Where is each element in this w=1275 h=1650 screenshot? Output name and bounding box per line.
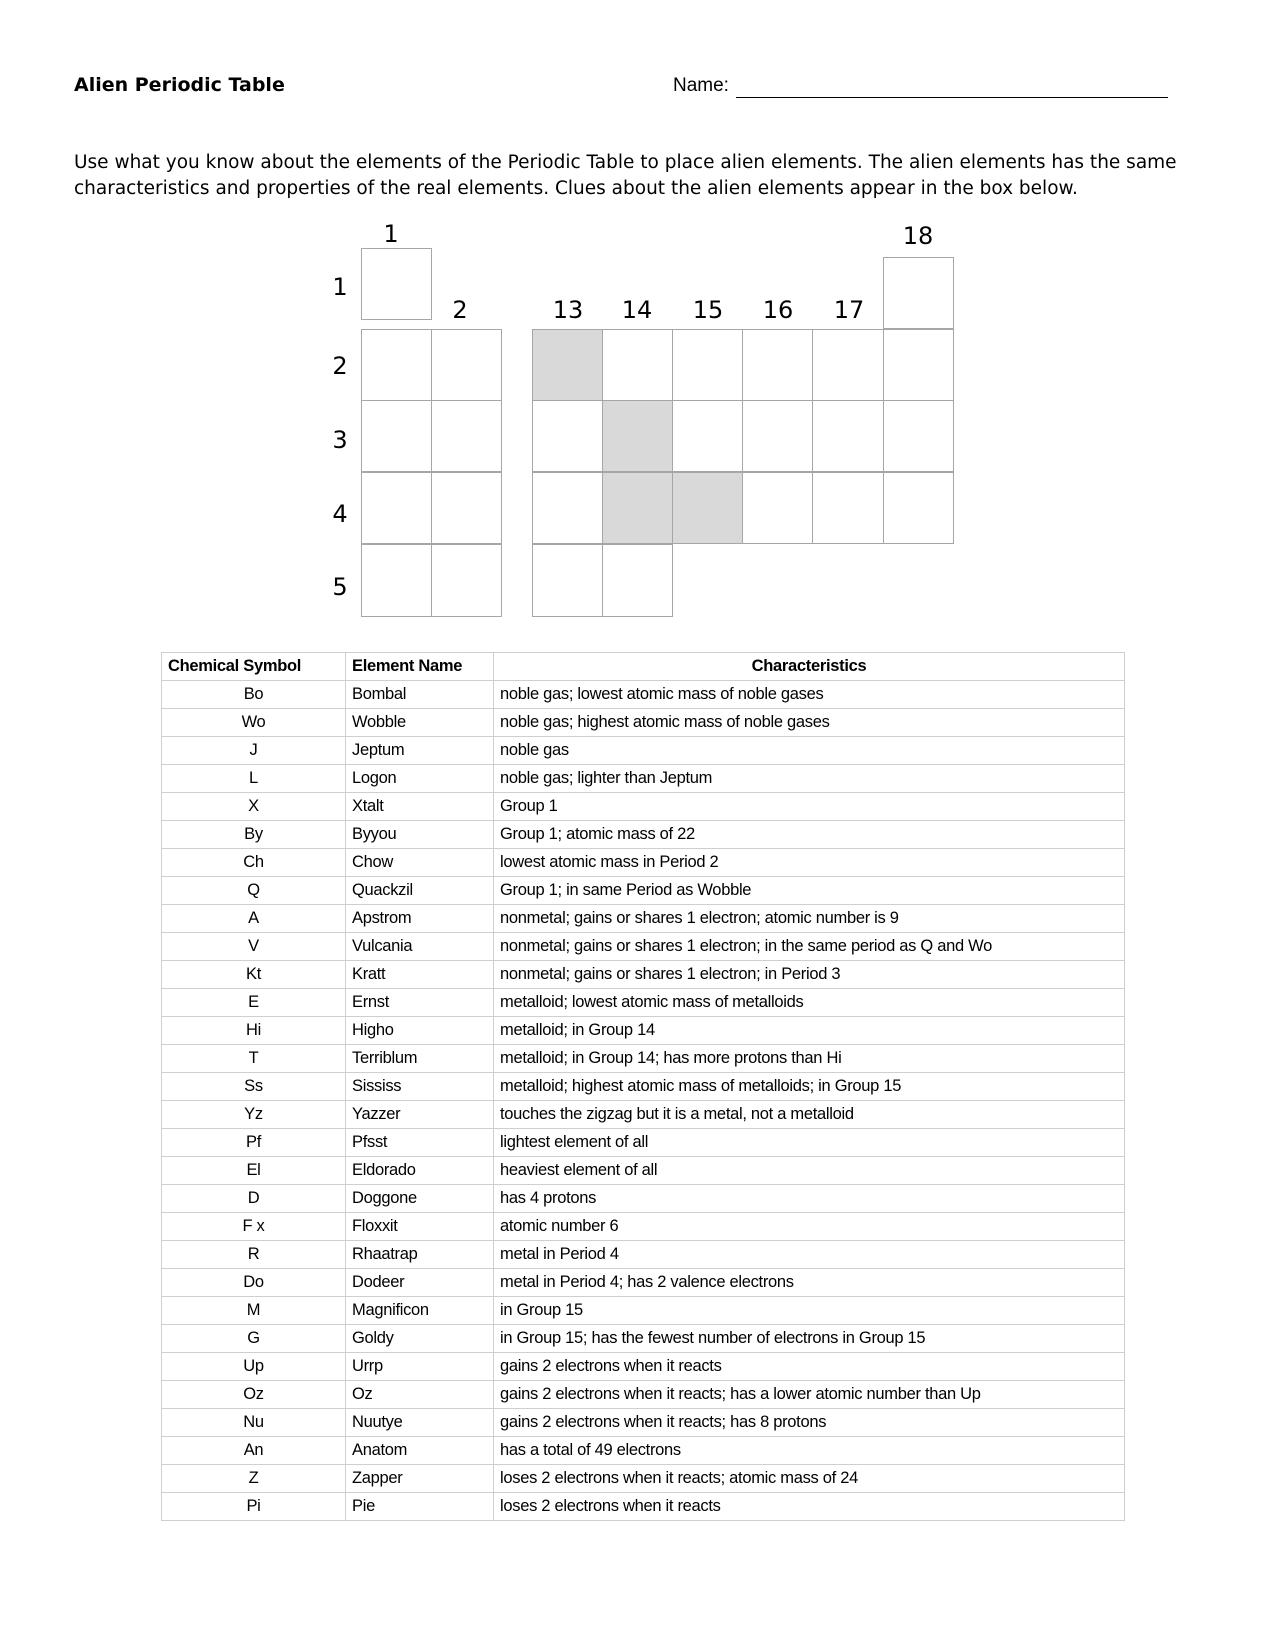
cell-element-name: Goldy [346,1325,494,1353]
cell-characteristics: in Group 15 [494,1297,1125,1325]
cell-g15-p3[interactable] [672,400,743,472]
cell-characteristics: metalloid; lowest atomic mass of metalloids [494,989,1125,1017]
cell-g2-p2[interactable] [431,329,502,401]
table-row [162,1045,1125,1073]
cell-characteristics: Group 1 [494,793,1125,821]
cell-characteristics: noble gas; highest atomic mass of noble gases [494,709,1125,737]
cell-characteristics: touches the zigzag but it is a metal, not a metalloid [494,1101,1125,1129]
cell-symbol: L [162,765,346,793]
table-row [162,849,1125,877]
table-header-row [162,653,1125,681]
group-label-16: 16 [762,296,794,324]
cell-characteristics: nonmetal; gains or shares 1 electron; atomic number is 9 [494,905,1125,933]
cell-element-name: Bombal [346,681,494,709]
table-row [162,1073,1125,1101]
cell-element-name: Oz [346,1381,494,1409]
cell-element-name: Urrp [346,1353,494,1381]
cell-element-name: Floxxit [346,1213,494,1241]
clues-table [161,652,1125,1521]
table-row [162,1409,1125,1437]
cell-characteristics: nonmetal; gains or shares 1 electron; in the same period as Q and Wo [494,933,1125,961]
table-row [162,877,1125,905]
cell-symbol: A [162,905,346,933]
cell-element-name: Yazzer [346,1101,494,1129]
cell-element-name: Logon [346,765,494,793]
table-row [162,1297,1125,1325]
table-row [162,1353,1125,1381]
cell-characteristics: metalloid; in Group 14; has more protons than Hi [494,1045,1125,1073]
cell-symbol: J [162,737,346,765]
period-label-2: 2 [332,352,348,380]
table-row [162,989,1125,1017]
cell-symbol: Ch [162,849,346,877]
cell-symbol: D [162,1185,346,1213]
name-blank-line[interactable] [736,97,1168,98]
period-label-5: 5 [332,573,348,601]
table-row [162,1437,1125,1465]
cell-g1-p1[interactable] [361,248,432,320]
cell-g14-p2[interactable] [602,329,673,401]
cell-characteristics: loses 2 electrons when it reacts [494,1493,1125,1521]
period-label-4: 4 [332,500,348,528]
table-row [162,1325,1125,1353]
group-label-18: 18 [902,222,934,250]
table-row [162,1241,1125,1269]
cell-characteristics: has a total of 49 electrons [494,1437,1125,1465]
table-row [162,1465,1125,1493]
table-row [162,933,1125,961]
cell-symbol: Do [162,1269,346,1297]
table-row [162,961,1125,989]
cell-g18-p4[interactable] [883,472,954,544]
cell-characteristics: metalloid; highest atomic mass of metalloids; in Group 15 [494,1073,1125,1101]
cell-g18-p1[interactable] [883,257,954,329]
cell-symbol: T [162,1045,346,1073]
cell-symbol: X [162,793,346,821]
cell-characteristics: lightest element of all [494,1129,1125,1157]
group-label-17: 17 [833,296,865,324]
cell-symbol: Nu [162,1409,346,1437]
table-row [162,1129,1125,1157]
cell-characteristics: Group 1; in same Period as Wobble [494,877,1125,905]
cell-symbol: F x [162,1213,346,1241]
cell-characteristics: metalloid; in Group 14 [494,1017,1125,1045]
cell-symbol: R [162,1241,346,1269]
cell-g1-p4[interactable] [361,472,432,544]
cell-g15-p4[interactable] [672,472,743,544]
group-label-14: 14 [621,296,653,324]
cell-g1-p3[interactable] [361,400,432,472]
cell-characteristics: Group 1; atomic mass of 22 [494,821,1125,849]
cell-symbol: G [162,1325,346,1353]
period-label-1: 1 [332,273,348,301]
cell-element-name: Nuutye [346,1409,494,1437]
cell-characteristics: noble gas; lighter than Jeptum [494,765,1125,793]
cell-g13-p4[interactable] [532,472,603,544]
cell-element-name: Zapper [346,1465,494,1493]
cell-g14-p4[interactable] [602,472,673,544]
cell-symbol: Hi [162,1017,346,1045]
cell-characteristics: loses 2 electrons when it reacts; atomic mass of 24 [494,1465,1125,1493]
table-row [162,709,1125,737]
cell-symbol: Pi [162,1493,346,1521]
cell-element-name: Ernst [346,989,494,1017]
table-row [162,1017,1125,1045]
cell-symbol: An [162,1437,346,1465]
cell-characteristics: gains 2 electrons when it reacts; has a lower atomic number than Up [494,1381,1125,1409]
cell-element-name: Jeptum [346,737,494,765]
cell-element-name: Vulcania [346,933,494,961]
table-row [162,905,1125,933]
cell-characteristics: has 4 protons [494,1185,1125,1213]
cell-characteristics: gains 2 electrons when it reacts [494,1353,1125,1381]
cell-symbol: Oz [162,1381,346,1409]
page-title: Alien Periodic Table [74,74,285,96]
cell-element-name: Terriblum [346,1045,494,1073]
header-chemical-symbol: Chemical Symbol [162,653,346,681]
cell-g14-p5[interactable] [602,544,673,617]
cell-symbol: Z [162,1465,346,1493]
cell-characteristics: atomic number 6 [494,1213,1125,1241]
table-row [162,1185,1125,1213]
cell-g2-p3[interactable] [431,400,502,472]
cell-element-name: Kratt [346,961,494,989]
cell-characteristics: nonmetal; gains or shares 1 electron; in Period 3 [494,961,1125,989]
table-row [162,821,1125,849]
cell-symbol: V [162,933,346,961]
cell-symbol: M [162,1297,346,1325]
table-row [162,1213,1125,1241]
cell-symbol: Kt [162,961,346,989]
table-row [162,765,1125,793]
cell-symbol: Bo [162,681,346,709]
cell-g16-p4[interactable] [742,472,813,544]
cell-symbol: Wo [162,709,346,737]
cell-element-name: Chow [346,849,494,877]
table-row [162,1381,1125,1409]
cell-symbol: Q [162,877,346,905]
header-characteristics: Characteristics [494,653,1125,681]
cell-g14-p3[interactable] [602,400,673,472]
table-row [162,737,1125,765]
cell-element-name: Anatom [346,1437,494,1465]
cell-characteristics: heaviest element of all [494,1157,1125,1185]
cell-element-name: Higho [346,1017,494,1045]
cell-element-name: Magnificon [346,1297,494,1325]
table-row [162,793,1125,821]
cell-symbol: E [162,989,346,1017]
group-label-2: 2 [452,296,468,324]
cell-symbol: Pf [162,1129,346,1157]
table-row [162,1157,1125,1185]
cell-g13-p5[interactable] [532,544,603,617]
cell-g16-p2[interactable] [742,329,813,401]
cell-symbol: By [162,821,346,849]
table-row [162,1101,1125,1129]
cell-g15-p2[interactable] [672,329,743,401]
cell-element-name: Xtalt [346,793,494,821]
cell-element-name: Byyou [346,821,494,849]
cell-element-name: Doggone [346,1185,494,1213]
cell-symbol: Yz [162,1101,346,1129]
cell-g13-p2[interactable] [532,329,603,401]
group-label-15: 15 [692,296,724,324]
cell-element-name: Pfsst [346,1129,494,1157]
group-label-13: 13 [552,296,584,324]
cell-element-name: Rhaatrap [346,1241,494,1269]
cell-characteristics: metal in Period 4 [494,1241,1125,1269]
name-label: Name: [673,75,729,96]
cell-element-name: Sississ [346,1073,494,1101]
cell-symbol: El [162,1157,346,1185]
cell-g2-p4[interactable] [431,472,502,544]
table-row [162,1269,1125,1297]
cell-symbol: Up [162,1353,346,1381]
cell-g18-p2[interactable] [883,329,954,401]
table-row [162,681,1125,709]
cell-symbol: Ss [162,1073,346,1101]
cell-g16-p3[interactable] [742,400,813,472]
table-row [162,1493,1125,1521]
cell-g1-p5[interactable] [361,544,432,617]
cell-element-name: Apstrom [346,905,494,933]
cell-element-name: Wobble [346,709,494,737]
period-label-3: 3 [332,426,348,454]
cell-element-name: Quackzil [346,877,494,905]
cell-g17-p2[interactable] [812,329,884,401]
cell-g18-p3[interactable] [883,400,954,472]
cell-characteristics: metal in Period 4; has 2 valence electrons [494,1269,1125,1297]
cell-characteristics: noble gas [494,737,1125,765]
cell-characteristics: in Group 15; has the fewest number of electrons in Group 15 [494,1325,1125,1353]
header-element-name: Element Name [346,653,494,681]
cell-g13-p3[interactable] [532,400,603,472]
cell-element-name: Eldorado [346,1157,494,1185]
group-label-1: 1 [383,220,399,248]
cell-element-name: Dodeer [346,1269,494,1297]
cell-g1-p2[interactable] [361,329,432,401]
cell-g17-p4[interactable] [812,472,884,544]
cell-g2-p5[interactable] [431,544,502,617]
instructions: Use what you know about the elements of the Periodic Table to place alien elements. The alien elements has the same characteristics and properties of the real elements. Clues about the alien elements appear in the box below. [74,152,1177,199]
cell-characteristics: noble gas; lowest atomic mass of noble gases [494,681,1125,709]
cell-g17-p3[interactable] [812,400,884,472]
cell-characteristics: gains 2 electrons when it reacts; has 8 protons [494,1409,1125,1437]
cell-element-name: Pie [346,1493,494,1521]
cell-characteristics: lowest atomic mass in Period 2 [494,849,1125,877]
